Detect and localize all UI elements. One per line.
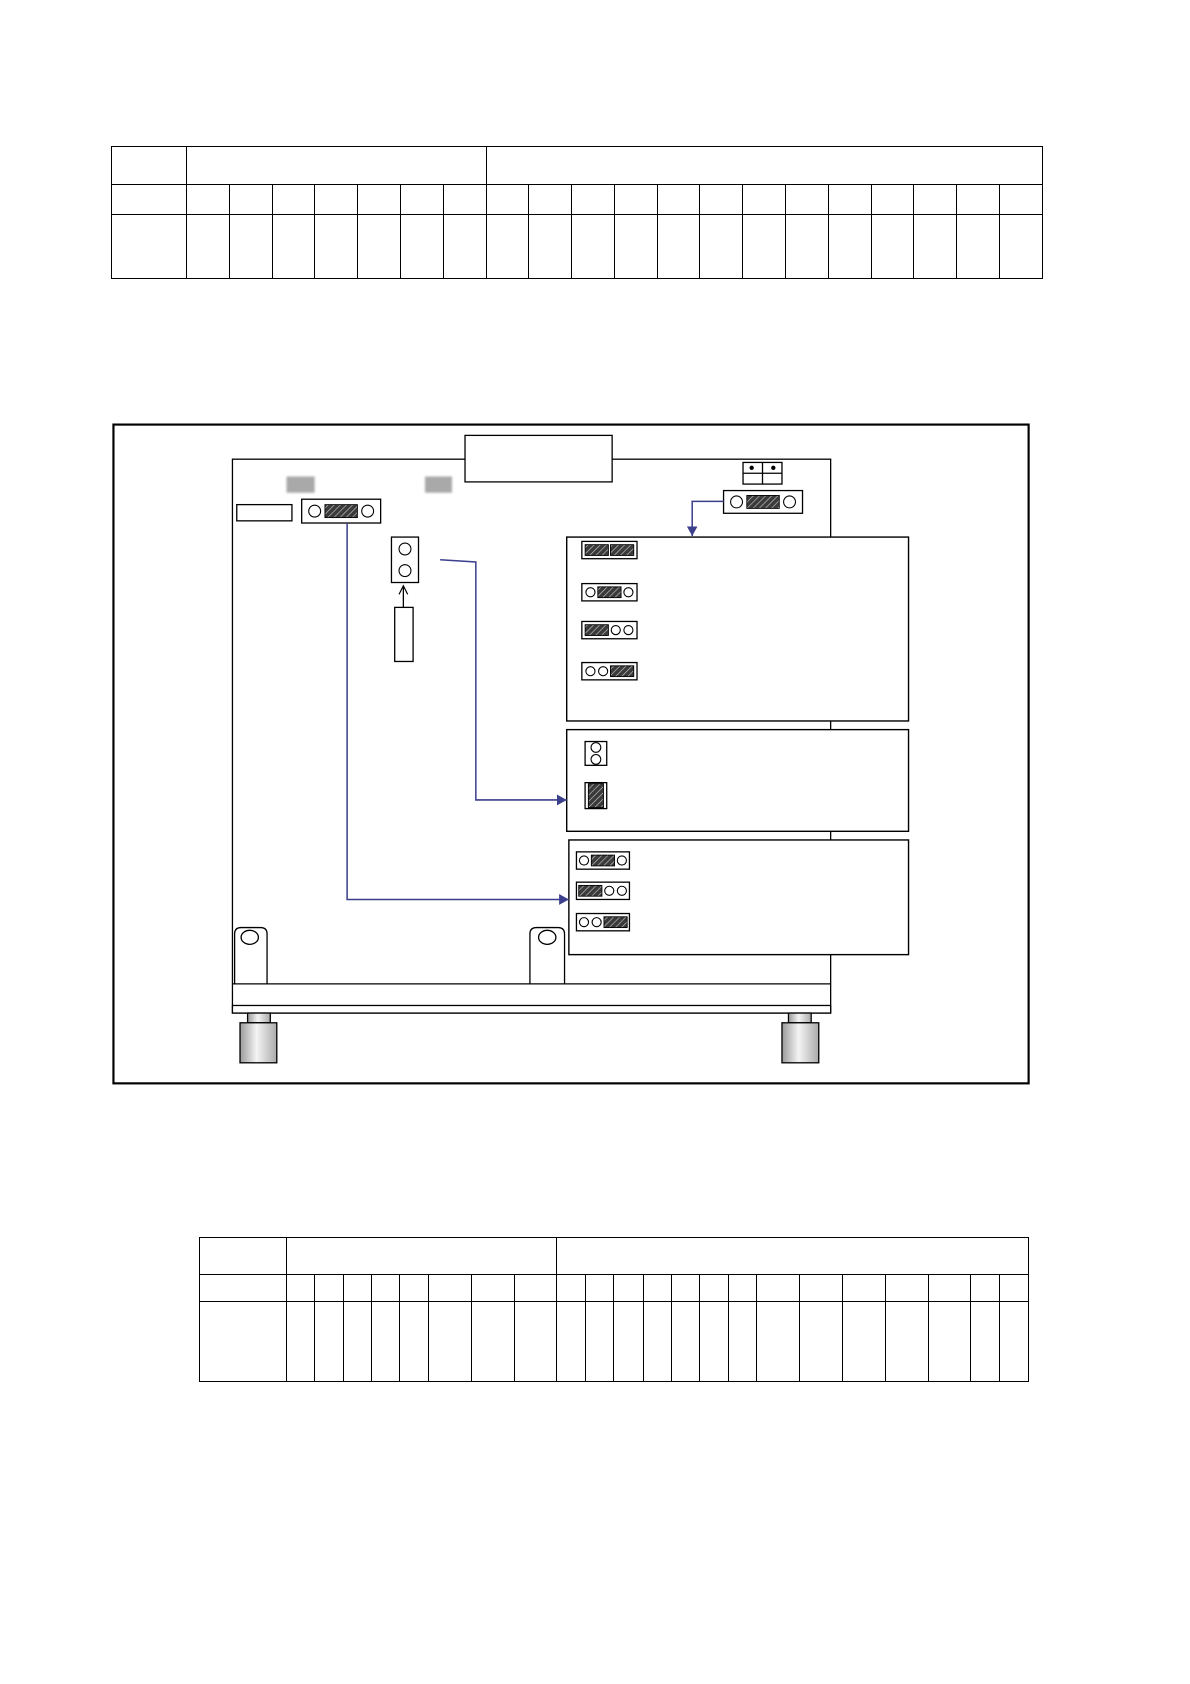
jumper: [577, 913, 630, 930]
jumper-pin-open: [618, 855, 627, 864]
jumper: [582, 662, 637, 679]
jumper-cap-shorted: [592, 855, 615, 866]
table-cell: [842, 1302, 885, 1382]
table-cell: [614, 215, 657, 279]
table-cell: [572, 184, 615, 214]
jumper-cap-shorted: [598, 586, 621, 597]
jumper-pin-open: [731, 495, 743, 507]
jumper-pin-open: [591, 742, 601, 752]
table-cell: [871, 184, 914, 214]
table-row: [112, 184, 1042, 214]
table-cell: [557, 1275, 586, 1302]
jumper-pin-open: [624, 625, 633, 634]
table-cell: [699, 1275, 728, 1302]
table-cell: [671, 1275, 699, 1302]
jumper-pin-open: [784, 495, 796, 507]
jumper: [577, 851, 630, 868]
table-cell: [286, 1275, 314, 1302]
table-cell: [529, 215, 572, 279]
table-cell: [614, 1302, 643, 1382]
table-cell: [786, 184, 829, 214]
table-row: [200, 1302, 1029, 1382]
table-cell: [699, 1302, 728, 1382]
table-cell: [314, 1275, 343, 1302]
table-cell: [401, 215, 444, 279]
table-header-label: [112, 147, 187, 185]
table-cell: [514, 1302, 556, 1382]
jumper-cap-shorted: [579, 885, 602, 896]
table-cell: [272, 184, 315, 214]
panel-outline: [567, 729, 909, 831]
jumper-cap-shorted: [611, 544, 634, 555]
jumper-pin-open: [591, 754, 601, 764]
table-cell: [429, 1302, 471, 1382]
jumper-cap-shorted: [585, 544, 608, 555]
jumper-pin-open: [611, 625, 620, 634]
lower-settings-table: [199, 1237, 1029, 1383]
settings-panel-3: [569, 839, 909, 954]
jumper-pin-open: [586, 666, 595, 675]
table-cell: [486, 184, 529, 214]
jumper-pin-open: [399, 543, 411, 555]
table-cell: [372, 1275, 400, 1302]
jumper-pin-open: [362, 505, 374, 517]
table-cell: [757, 1275, 800, 1302]
jumper-pin-open: [586, 587, 595, 596]
component-outline: [237, 504, 292, 520]
jumper-cap-shorted: [589, 783, 604, 807]
jumper: [585, 782, 607, 808]
table-cell: [358, 184, 401, 214]
solder-pad: [425, 476, 452, 492]
jumper-pin-open: [618, 886, 627, 895]
row-label-cell: [112, 184, 187, 214]
table-cell: [529, 184, 572, 214]
jumper-cap-shorted: [585, 624, 608, 635]
table-cell: [1000, 1275, 1028, 1302]
table-cell: [643, 1275, 671, 1302]
table-cell: [671, 1302, 699, 1382]
table-cell: [315, 215, 358, 279]
table-cell: [471, 1275, 514, 1302]
upper-settings-table: [111, 146, 1042, 279]
table-cell: [786, 215, 829, 279]
row-label-cell: [200, 1302, 287, 1382]
table-cell: [929, 1302, 971, 1382]
table-cell: [486, 215, 529, 279]
row-label-cell: [200, 1275, 287, 1302]
jumper: [582, 583, 637, 600]
table-cell: [743, 215, 786, 279]
table-cell: [885, 1275, 928, 1302]
solder-pad: [287, 476, 315, 492]
table-cell: [315, 184, 358, 214]
table-cell: [1000, 1302, 1028, 1382]
table-cell: [229, 215, 272, 279]
table-cell: [514, 1275, 556, 1302]
jumper-cap-shorted: [747, 495, 780, 508]
table-cell: [343, 1302, 371, 1382]
table-group-header: [486, 147, 1042, 185]
table-header-row: [200, 1237, 1029, 1275]
table-cell: [800, 1275, 842, 1302]
table-cell: [586, 1302, 614, 1382]
jumper: [582, 541, 637, 558]
table-cell: [757, 1302, 800, 1382]
table-row: [112, 215, 1042, 279]
table-cell: [443, 184, 486, 214]
component-outline: [395, 607, 413, 661]
table-cell: [187, 215, 230, 279]
table-cell: [272, 215, 315, 279]
table-cell: [971, 1275, 1000, 1302]
table-cell: [471, 1302, 514, 1382]
table-cell: [971, 1302, 1000, 1382]
table-cell: [358, 215, 401, 279]
table-cell: [914, 184, 957, 214]
jumper-pin-open: [580, 855, 589, 864]
table-cell: [557, 1302, 586, 1382]
label-box: [465, 435, 612, 482]
table-cell: [871, 215, 914, 279]
jumper: [582, 621, 637, 638]
table-cell: [586, 1275, 614, 1302]
table-cell: [957, 215, 1000, 279]
jumper: [392, 537, 419, 582]
table-cell: [700, 184, 743, 214]
jumper-cap-shorted: [325, 504, 358, 517]
jumper-cap-shorted: [611, 665, 634, 676]
table-cell: [443, 215, 486, 279]
chassis-rail: [233, 1005, 831, 1013]
jumper-pin-open: [309, 505, 321, 517]
table-row: [200, 1275, 1029, 1302]
panel-jumpers: [577, 851, 630, 930]
jumper: [724, 490, 803, 513]
table-cell: [700, 215, 743, 279]
table-cell: [828, 215, 871, 279]
jumper-cap-shorted: [604, 916, 627, 927]
table-cell: [914, 215, 957, 279]
mounting-hole: [539, 930, 556, 944]
table-group-header: [187, 147, 487, 185]
table-cell: [929, 1275, 971, 1302]
table-cell: [657, 184, 700, 214]
table-cell: [885, 1302, 928, 1382]
jumper-diagram: [108, 417, 1038, 1093]
table-cell: [728, 1302, 756, 1382]
table-cell: [999, 215, 1042, 279]
row-label-cell: [112, 215, 187, 279]
table-cell: [400, 1275, 429, 1302]
mounting-hole: [241, 930, 258, 944]
jumper-pin-open: [605, 886, 614, 895]
jumper: [302, 499, 381, 523]
table-cell: [643, 1302, 671, 1382]
table-group-header: [286, 1237, 556, 1275]
jumper: [585, 741, 607, 765]
table-cell: [614, 1275, 643, 1302]
settings-panel-2: [567, 729, 909, 831]
table-header-row: [112, 147, 1042, 185]
jumper-pin-open: [399, 564, 411, 576]
table-cell: [828, 184, 871, 214]
table-cell: [401, 184, 444, 214]
table-cell: [743, 184, 786, 214]
table-cell: [229, 184, 272, 214]
table-cell: [957, 184, 1000, 214]
table-cell: [343, 1275, 371, 1302]
table-cell: [314, 1302, 343, 1382]
jumper-pin-open: [592, 917, 601, 926]
table-cell: [657, 215, 700, 279]
table-cell: [187, 184, 230, 214]
jumper-pin-open: [580, 917, 589, 926]
connector-icon: [743, 462, 782, 484]
table-cell: [614, 184, 657, 214]
table-cell: [728, 1275, 756, 1302]
table-cell: [400, 1302, 429, 1382]
jumper: [577, 882, 630, 899]
table-cell: [286, 1302, 314, 1382]
table-cell: [999, 184, 1042, 214]
table-cell: [572, 215, 615, 279]
jumper-pin-open: [599, 666, 608, 675]
table-group-header: [557, 1237, 1029, 1275]
jumper-pin-open: [624, 587, 633, 596]
table-header-label: [200, 1237, 287, 1275]
table-cell: [429, 1275, 471, 1302]
table-cell: [842, 1275, 885, 1302]
table-cell: [372, 1302, 400, 1382]
table-cell: [800, 1302, 842, 1382]
settings-panel-1: [567, 537, 909, 721]
